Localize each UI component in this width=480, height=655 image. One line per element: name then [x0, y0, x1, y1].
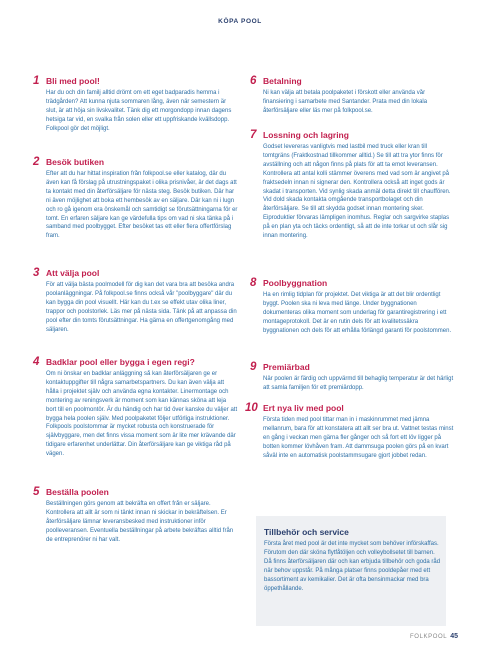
step-number: 8: [250, 277, 257, 289]
step-number: 1: [33, 75, 40, 87]
step-body: Efter att du har hittat inspiration från folkpool.se eller katalog, där du även kan få förslag på utrustningspaket i olika prisnivåer, är det dags att ta kontakt med din återförsäljare för nästa steg. Besök butiken. Där har ni även möjlighet att boka ett hembesök av en säljare. Där kan ni i lugn och ro gå igenom era önskemål och samtidigt se förutsättningarna för er tomt. En erfaren säljare kan ge värdefulla tips om vad ni ska tänka på i samband med poolbygget. Efter besöket tas ett eller flera offertförslag fram.: [46, 171, 238, 240]
step-1: [33, 76, 238, 156]
box-title: Tillbehör och service: [264, 527, 349, 537]
step-title: Badklar pool eller bygga i egen regi?: [46, 357, 195, 367]
step-body: Första tiden med pool tittar man in i maskinrummet med jämna mellanrum, bara för att konstatera att allt ser bra ut. Vattnet testas minst en gång i veckan men gärna fler gånger och så fort ett löv ligger på botten kommer lövhåven fram. Att dammsuga poolen görs på en kvart såväl inte en automatisk poolstammsugare gjort jobbet redan.: [263, 417, 454, 459]
step-body: Beställningen görs genom att bekräfta en offert från er säljare. Kontrollera att allt är som ni tänkt innan ni skickar in bekräftelsen. Er återförsäljare lämnar leveransbesked med instruktioner inför poolleveransen. Eventuella beställningar på arbete bekräftas alltid från de entreprenörer ni har valt.: [46, 501, 234, 543]
step-title: Poolbyggnation: [263, 278, 328, 288]
step-3: [33, 268, 238, 348]
step-title: Premiärbad: [263, 362, 310, 372]
step-title: Besök butiken: [46, 157, 105, 167]
step-body: Ni kan välja att betala poolpaketet i förskott eller använda vår finansiering i samarbete med Santander. Prata med din lokala återförsäljare eller läs mer på folkpool.se.: [263, 90, 428, 114]
step-8: [250, 278, 455, 348]
step-title: Betalning: [263, 76, 302, 86]
step-title: Att välja pool: [46, 268, 100, 278]
step-body: Ha en rimlig tidplan för projektet. Det viktiga är att det blir ordentligt byggt. Poolen ska ni leva med länge. Under byggnationen dokumenteras olika moment som underlag för garantiregistrering i ett montageprotokoll. Det är en rutin dels för att kvalitetssäkra byggnationen och dels för att erhålla förlängd garanti för poolstommen.: [263, 292, 452, 334]
page-number: 45: [450, 633, 458, 640]
step-title: Beställa poolen: [46, 487, 109, 497]
step-number: 4: [33, 356, 40, 368]
step-10: [245, 403, 455, 483]
step-9: [250, 362, 455, 398]
step-2: [33, 157, 238, 257]
step-5: [33, 487, 238, 567]
step-title: Ert nya liv med pool: [263, 403, 344, 413]
step-body: Om ni önskar en badklar anläggning så kan återförsäljaren ge er kontaktuppgifter till några samarbetspartners. Du kan även välja att hålla i projektet själv och använda egna kontakter. Linermontage och montering av reningsverk är moment som kan kännas sköna att leja bort till en poolmontör. Är du händig och har tid över kanske du väljer att bygga hela poolen själv. Med poolpaketet följer utförliga instruktioner. Folkpools poolstommar är mycket robusta och konstruerade för självbyggare, men det finns vissa moment som är lite mer krävande där tidigare erfarenhet underlättar. Din återförsäljare kan ge viktiga råd på vägen.: [46, 371, 238, 458]
accessories-service-box: [256, 516, 446, 626]
page-footer: [410, 633, 458, 640]
step-body: Godset levereras vanligtvis med lastbil med truck eller kran till tomtgräns (Fraktkostnad tillkommer alltid.) Se till att tra ytor finns för avställning och att någon finns på plats för att ta emot leveransen. Kontrollera att antal kolli stämmer överens med vad som är angivet på fraktsedeln innan ni signerar den. Kontrollera också att inget gods är skadat i transporten. Vid synlig skada anmäl detta direkt till chauffören. Vid dold skada kontakta omgående transportbolaget och din återförsäljare. Se till att skydda godset innan montering sker. Eiproduktier förvaras lämpligen inomhus. Reglar och sargvirke staplas på en plan yta och täcks ordentligt, så att de inte torkar ut och slår sig innan montering.: [263, 144, 451, 240]
step-number: 7: [250, 129, 257, 141]
step-body: Har du och din familj alltid drömt om ett eget badparadis hemma i trädgården? Att kunna njuta sommaren lång, även när semestern är slut, är att höja sin livskvalitet. Tänk dig ett morgondopp innan dagens hetsiga tar vid, en svalka från solen eller ett uppfriskande kvällsdopp. Folkpool gör det möjligt.: [46, 90, 232, 132]
step-number: 2: [33, 156, 40, 168]
step-body: När poolen är färdig och uppvärmd till behaglig temperatur är det härligt att samla familjen för ett premiärdopp.: [263, 376, 454, 391]
step-body: För att välja bästa poolmodell för dig kan det vara bra att besöka andra poolanläggningar. På folkpool.se finns också vår "poolbyggare" där du kan bygga din pool visuellt. Här kan du t.ex se effekt utav olika liner, trappor och poolstorlek. Läs mer på nästa sida. Tänk på att anpassa din pool efter din tomts förutsättningar. Ha gärna en offertgenomgång med säljaren.: [46, 282, 237, 333]
step-title: Lossning och lagring: [263, 130, 349, 140]
step-number: 5: [33, 486, 40, 498]
step-6: [250, 76, 455, 126]
step-4: [33, 357, 238, 507]
page-header: KÖPA POOL: [218, 18, 262, 25]
box-body: Första året med pool är det inte mycket som behöver införskaffas. Förutom den där sköna flytfåtöljen och volleybollsetet till barnen. Då finns återförsäljaren där och kan erbjuda tillbehör och goda råd när behov uppstår. På många platser finns pooldepåer med ett bassortiment av kemikalier. Det är ofta bensinmackar med bra öppethållande.: [264, 541, 441, 592]
step-number: 10: [245, 402, 258, 414]
footer-brand: FOLKPOOL: [410, 634, 448, 640]
step-title: Bli med pool!: [46, 76, 100, 86]
step-7: [250, 130, 455, 260]
step-number: 6: [250, 75, 257, 87]
step-number: 9: [250, 361, 257, 373]
step-number: 3: [33, 267, 40, 279]
